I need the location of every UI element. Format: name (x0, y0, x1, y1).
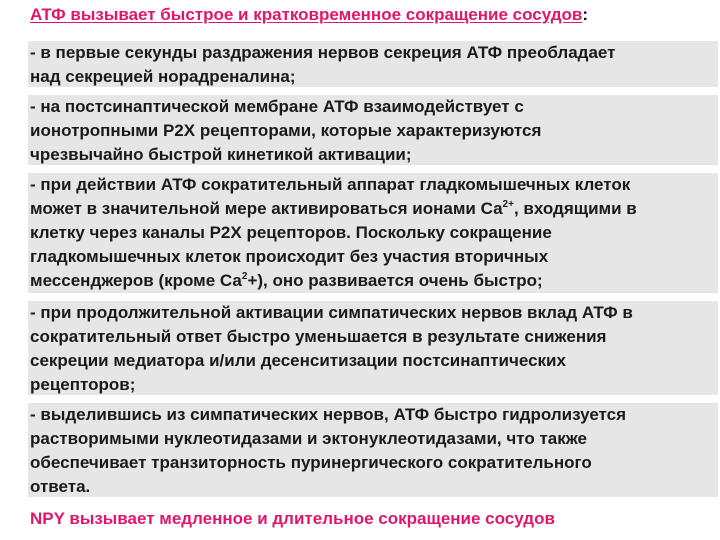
title-accent-text: АТФ вызывает быстрое и кратковременное сокращение сосудов (30, 5, 583, 24)
calcium-charge-superscript: 2+ (502, 199, 514, 210)
bullet-3-line-4: гладкомышечных клеток происходит без участия вторичных (30, 247, 549, 266)
title-colon: : (582, 5, 589, 24)
bullet-5-line-1: - выделившись из симпатических нервов, АТФ быстро гидролизуется (30, 405, 627, 424)
bullet-4-line-3: секреции медиатора и/или десенситизации постсинаптических (30, 351, 566, 370)
bullet-3-line-1: - при действии АТФ сократительный аппарат гладкомышечных клеток (30, 175, 631, 194)
bullet-5-line-3: обеспечивает транзиторность пуринергического сократительного (30, 453, 592, 472)
calcium-charge-superscript-2: 2 (241, 271, 248, 282)
bullet-block-5 (28, 402, 718, 497)
bullet-5-line-4: ответа. (30, 477, 91, 496)
bullet-block-4 (28, 300, 718, 395)
bullet-4-line-4: рецепторов; (30, 375, 136, 394)
bullet-1-line-2: над секрецией норадреналина; (30, 67, 296, 86)
bullet-3-line-3: клетку через каналы P2X рецепторов. Поскольку сокращение (30, 223, 552, 242)
bullet-4-line-2: сократительный ответ быстро уменьшается в результате снижения (30, 327, 607, 346)
bullet-block-3 (28, 172, 718, 293)
bullet-4-line-1: - при продолжительной активации симпатических нервов вклад АТФ в (30, 303, 633, 322)
bullet-3-line-2 (28, 197, 718, 221)
bullet-2-line-2: ионотропными P2X рецепторами, которые характеризуются (30, 121, 542, 140)
bullet-3-line-5-start: мессенджеров (кроме Са (30, 271, 242, 290)
bullet-5-line-2: растворимыми нуклеотидазами и эктонуклеотидазами, что также (30, 429, 588, 448)
bullet-3-line-2-end: , входящими в (513, 199, 637, 218)
bullet-2-line-1: - на постсинаптической мембране АТФ взаимодействует с (30, 97, 524, 116)
footer-heading: NPY вызывает медленное и длительное сокращение сосудов (30, 509, 555, 528)
bullet-3-line-5-end: +), оно развивается очень быстро; (247, 271, 543, 290)
bullet-3-line-5 (28, 269, 718, 293)
bullet-3-line-2-start: может в значительной мере активироваться ионами Са (30, 199, 503, 218)
bullet-1-line-1: - в первые секунды раздражения нервов секреция АТФ преобладает (30, 43, 616, 62)
bullet-block-2 (28, 94, 718, 165)
bullet-2-line-3: чрезвычайно быстрой кинетикой активации; (30, 145, 412, 164)
bullet-block-1 (28, 40, 718, 87)
title-heading (30, 4, 588, 26)
